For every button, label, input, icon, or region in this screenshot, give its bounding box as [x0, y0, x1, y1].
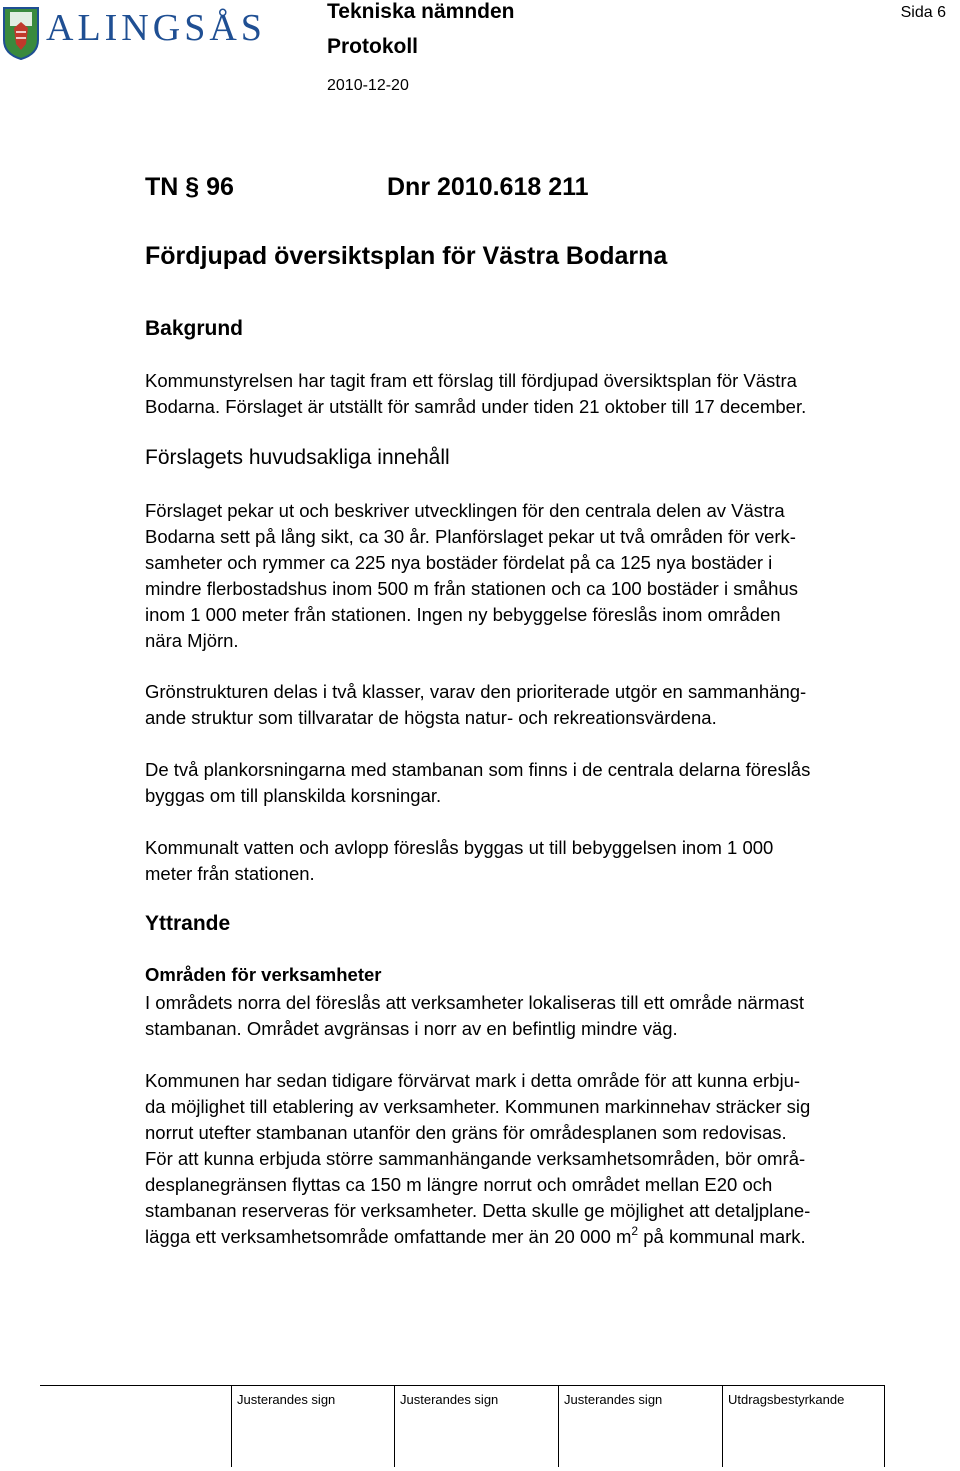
heading-bakgrund: Bakgrund — [145, 317, 244, 340]
paragraph-text: lägga ett verksamhetsområde omfattande mer än 20 000 m — [145, 1226, 632, 1247]
paragraph-line: ande struktur som tillvaratar de högsta natur- och rekreationsvärdena. — [145, 707, 717, 728]
footer-divider — [231, 1385, 232, 1467]
case-diarienummer: Dnr 2010.618 211 — [387, 173, 589, 201]
paragraph-line: mindre flerbostadshus inom 500 m från stationen och ca 100 bostäder i småhus — [145, 578, 799, 599]
footer-sign-label: Justerandes sign — [564, 1392, 663, 1407]
footer-divider — [394, 1385, 395, 1467]
heading-verksamheter: Områden för verksamheter — [145, 964, 382, 985]
footer-sign-label: Justerandes sign — [237, 1392, 336, 1407]
heading-yttrande: Yttrande — [145, 912, 231, 935]
paragraph-line: da möjlighet till etablering av verksamheter. Kommunen markinnehav sträcker sig — [145, 1096, 811, 1117]
paragraph-line: I områdets norra del föreslås att verksamheter lokaliseras till ett område närmast — [145, 992, 805, 1013]
document-date: 2010-12-20 — [327, 77, 409, 94]
paragraph-line: Bodarna sett på lång sikt, ca 30 år. Planförslaget pekar ut två områden för verk- — [145, 526, 796, 547]
paragraph-line: samheter och rymmer ca 225 nya bostäder fördelat på ca 125 nya bostäder i — [145, 552, 773, 573]
paragraph-line: Kommunstyrelsen har tagit fram ett förslag till fördjupad översiktsplan för Västra — [145, 370, 797, 391]
footer-certify-label: Utdragsbestyrkande — [728, 1392, 845, 1407]
paragraph-line: Bodarna. Förslaget är utställt för samråd under tiden 21 oktober till 17 december. — [145, 396, 807, 417]
paragraph-line: Kommunen har sedan tidigare förvärvat mark i detta område för att kunna erbju- — [145, 1070, 801, 1091]
paragraph-line: stambanan reserveras för verksamheter. Detta skulle ge möjlighet att detaljplane- — [145, 1200, 811, 1221]
paragraph-line: För att kunna erbjuda större sammanhängande verksamhetsområden, bör områ- — [145, 1148, 806, 1169]
paragraph-line: desplanegränsen flyttas ca 150 m längre norrut och området mellan E20 och — [145, 1174, 773, 1195]
logo-wordmark: ALINGSÅS — [46, 7, 266, 49]
paragraph-line: Kommunalt vatten och avlopp föreslås byggas ut till bebyggelsen inom 1 000 — [145, 837, 774, 858]
case-number: TN § 96 — [145, 173, 234, 201]
paragraph-line: stambanan. Området avgränsas i norr av en befintlig mindre väg. — [145, 1018, 678, 1039]
coat-of-arms-icon — [2, 6, 40, 60]
organization-name: Tekniska nämnden — [327, 0, 515, 23]
page-title: Fördjupad översiktsplan för Västra Bodarna — [145, 242, 668, 270]
page-number: Sida 6 — [900, 4, 946, 21]
paragraph-line: Grönstrukturen delas i två klasser, varav den prioriterade utgör en sammanhäng- — [145, 681, 807, 702]
paragraph-line: nära Mjörn. — [145, 630, 239, 651]
footer-divider — [884, 1385, 885, 1467]
paragraph-text: på kommunal mark. — [638, 1226, 806, 1247]
footer-divider — [558, 1385, 559, 1467]
paragraph-line: meter från stationen. — [145, 863, 315, 884]
paragraph-line: Förslaget pekar ut och beskriver utvecklingen för den centrala delen av Västra — [145, 500, 785, 521]
footer-rule — [40, 1385, 885, 1386]
footer-sign-label: Justerandes sign — [400, 1392, 499, 1407]
footer-divider — [722, 1385, 723, 1467]
document-type: Protokoll — [327, 35, 419, 58]
paragraph-line: inom 1 000 meter från stationen. Ingen ny bebyggelse föreslås inom områden — [145, 604, 781, 625]
heading-innehall: Förslagets huvudsakliga innehåll — [145, 446, 450, 469]
paragraph-line-last — [145, 1224, 806, 1250]
paragraph-line: byggas om till planskilda korsningar. — [145, 785, 442, 806]
paragraph-line: norrut utefter stambanan utanför den gräns för områdesplanen som redovisas. — [145, 1122, 787, 1143]
paragraph-line: De två plankorsningarna med stambanan som finns i de centrala delarna föreslås — [145, 759, 811, 780]
superscript-2: 2 — [631, 1224, 639, 1238]
municipality-logo — [0, 4, 266, 62]
